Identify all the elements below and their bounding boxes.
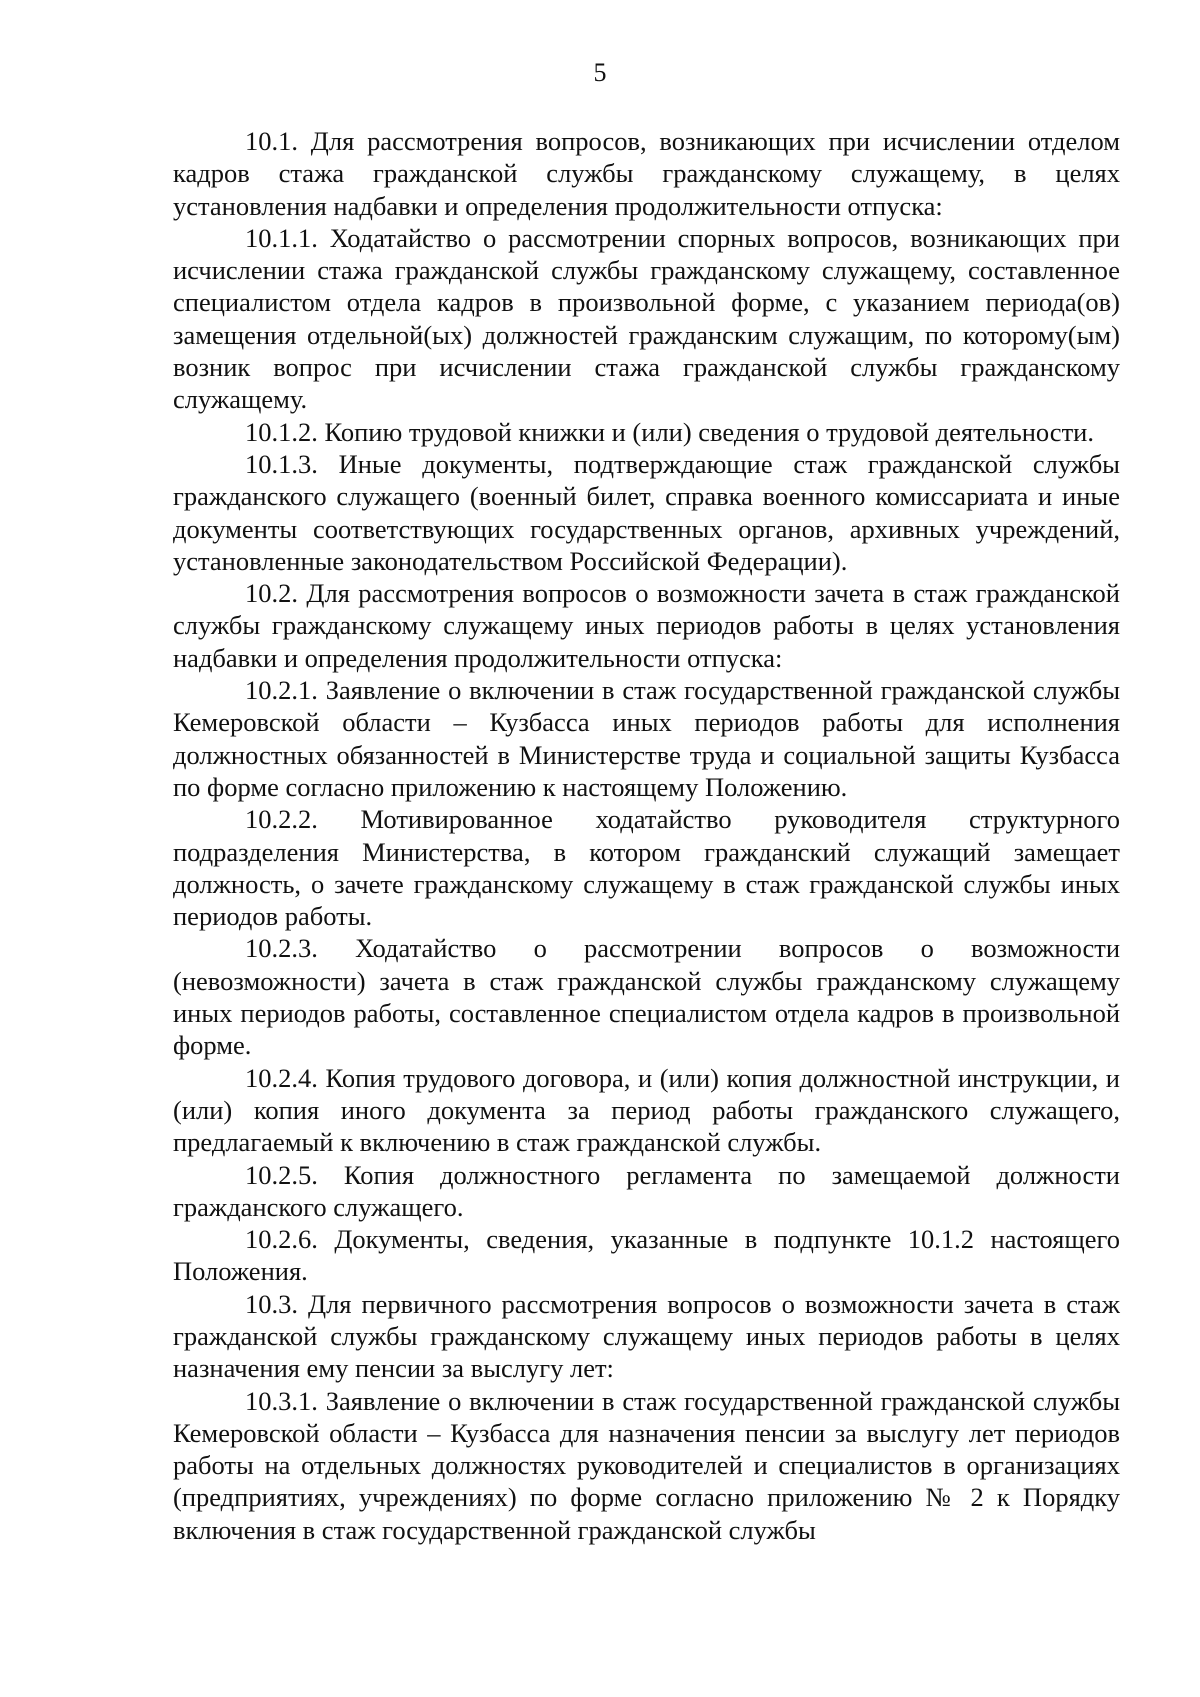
- paragraph-10-1-2: 10.1.2. Копию трудовой книжки и (или) сведения о трудовой деятельности.: [245, 416, 1094, 447]
- paragraph-10-2-5: 10.2.5. Копия должностного регламента по замещаемой должности гражданского служащего.: [173, 1159, 1120, 1222]
- paragraph-10-2-6: 10.2.6. Документы, сведения, указанные в подпункте 10.1.2 настоящего Положения.: [173, 1224, 1120, 1287]
- paragraph-10-3: 10.3. Для первичного рассмотрения вопросов о возможности зачета в стаж гражданской службы гражданскому служащему иных периодов работы в целях назначения ему пенсии за выслугу лет:: [173, 1288, 1120, 1384]
- paragraph-10-1: 10.1. Для рассмотрения вопросов, возникающих при исчислении отделом кадров стажа гражданской службы гражданскому служащему, в целях установления надбавки и определения продолжительности отпуска:: [173, 126, 1120, 221]
- paragraph-10-1-3: 10.1.3. Иные документы, подтверждающие стаж гражданской службы гражданского служащего (военный билет, справка военного комиссариата и иные документы соответствующих государственных органов, архивных учреждений, установленные законодательством Российской Федерации).: [173, 448, 1120, 576]
- paragraph-10-2-2: 10.2.2. Мотивированное ходатайство руководителя структурного подразделения Министерства, в котором гражданский служащий замещает должность, о зачете гражданскому служащему в стаж гражданской службы иных периодов работы.: [173, 804, 1120, 932]
- page-number: 5: [593, 58, 607, 87]
- document-body: [173, 125, 1120, 1546]
- paragraph-10-1-1: 10.1.1. Ходатайство о рассмотрении спорных вопросов, возникающих при исчислении стажа гражданской службы гражданскому служащему, составленное специалистом отдела кадров в произвольной форме, с указанием периода(ов) замещения отдельной(ых) должностей гражданским служащим, по которому(ым) возник вопрос при исчислении стажа гражданской службы гражданскому служащему.: [173, 222, 1120, 415]
- paragraph-10-2-3: 10.2.3. Ходатайство о рассмотрении вопросов о возможности (невозможности) зачета в стаж гражданской службы гражданскому служащему иных периодов работы, составленное специалистом отдела кадров в произвольной форме.: [173, 933, 1120, 1061]
- paragraph-10-2-4: 10.2.4. Копия трудового договора, и (или) копия должностной инструкции, и (или) копия иного документа за период работы гражданского служащего, предлагаемый к включению в стаж гражданской службы.: [173, 1062, 1120, 1158]
- paragraph-10-3-1: 10.3.1. Заявление о включении в стаж государственной гражданской службы Кемеровской области – Кузбасса для назначения пенсии за выслугу лет периодов работы на отдельных должностях руководителей и специалистов в организациях (предприятиях, учреждениях) по форме согласно приложению № 2 к Порядку включения в стаж государственной гражданской службы: [173, 1385, 1120, 1545]
- paragraph-10-2: 10.2. Для рассмотрения вопросов о возможности зачета в стаж гражданской службы гражданскому служащему иных периодов работы в целях установления надбавки и определения продолжительности отпуска:: [173, 578, 1120, 673]
- paragraph-10-2-1: 10.2.1. Заявление о включении в стаж государственной гражданской службы Кемеровской области – Кузбасса иных периодов работы для исполнения должностных обязанностей в Министерстве труда и социальной защиты Кузбасса по форме согласно приложению к настоящему Положению.: [173, 675, 1120, 802]
